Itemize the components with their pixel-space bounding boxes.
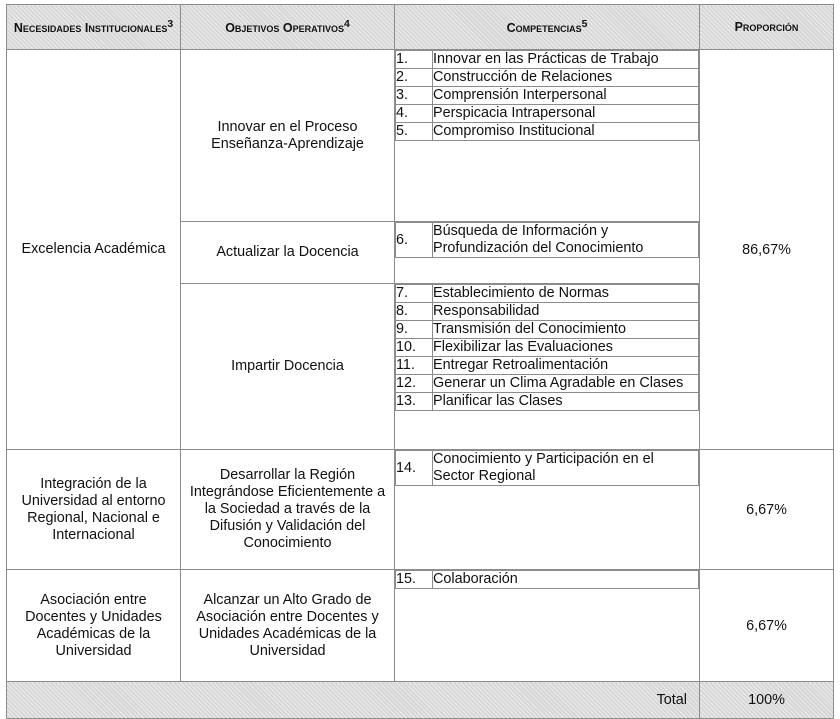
competencia-item (396, 105, 699, 123)
competencias-cell (395, 570, 700, 682)
competencia-number: 2. (396, 69, 433, 87)
competencia-text: Conocimiento y Participación en el Sector Regional (433, 451, 699, 486)
competencia-text: Comprensión Interpersonal (433, 87, 699, 105)
competencia-text: Innovar en las Prácticas de Trabajo (433, 51, 699, 69)
objetivo-cell: Innovar en el Proceso Enseñanza-Aprendizaje (181, 50, 395, 222)
competencia-text: Responsabilidad (433, 303, 699, 321)
proporcion-cell: 6,67% (700, 570, 834, 682)
necesidad-cell: Asociación entre Docentes y Unidades Académicas de la Universidad (7, 570, 181, 682)
competencia-number: 14. (396, 451, 433, 486)
competencia-text: Planificar las Clases (433, 393, 699, 411)
competencias-cell (395, 50, 700, 222)
competencia-number: 1. (396, 51, 433, 69)
competencia-text: Establecimiento de Normas (433, 285, 699, 303)
competencia-item (396, 571, 699, 589)
header-necesidades: Necesidades Institucionales$^3$ (7, 5, 181, 50)
competencia-item (396, 223, 699, 258)
competencia-text: Perspicacia Intrapersonal (433, 105, 699, 123)
competencia-number: 9. (396, 321, 433, 339)
competencia-item (396, 123, 699, 141)
total-row (7, 682, 834, 719)
competencia-number: 12. (396, 375, 433, 393)
table-row (7, 570, 834, 682)
competencia-number: 15. (396, 571, 433, 589)
competencia-number: 11. (396, 357, 433, 375)
competencia-number: 8. (396, 303, 433, 321)
competencia-item (396, 87, 699, 105)
competencia-number: 5. (396, 123, 433, 141)
competencias-cell (395, 284, 700, 450)
competencia-number: 7. (396, 285, 433, 303)
competencia-item (396, 451, 699, 486)
competencia-item (396, 285, 699, 303)
necesidad-cell: Excelencia Académica (7, 50, 181, 450)
total-value: 100% (700, 682, 834, 719)
competencias-cell (395, 222, 700, 284)
competencia-text: Compromiso Institucional (433, 123, 699, 141)
header-proporcion: Proporción (700, 5, 834, 50)
proporcion-cell: 6,67% (700, 450, 834, 570)
objetivo-cell: Actualizar la Docencia (181, 222, 395, 284)
competencia-number: 10. (396, 339, 433, 357)
objetivo-cell: Impartir Docencia (181, 284, 395, 450)
header-competencias: Competencias$^5$ (395, 5, 700, 50)
competencia-item (396, 393, 699, 411)
competencia-item (396, 51, 699, 69)
competencia-item (396, 357, 699, 375)
competencia-item (396, 303, 699, 321)
competencia-item (396, 69, 699, 87)
table-row (7, 50, 834, 222)
competencia-text: Entregar Retroalimentación (433, 357, 699, 375)
table-row (7, 450, 834, 570)
competencia-number: 4. (396, 105, 433, 123)
objetivo-cell: Desarrollar la Región Integrándose Eficientemente a la Sociedad a través de la Difusión y Validación del Conocimiento (181, 450, 395, 570)
objetivo-cell: Alcanzar un Alto Grado de Asociación entre Docentes y Unidades Académicas de la Universidad (181, 570, 395, 682)
competencia-number: 3. (396, 87, 433, 105)
competencia-text: Transmisión del Conocimiento (433, 321, 699, 339)
proporcion-cell: 86,67% (700, 50, 834, 450)
competencia-text: Generar un Clima Agradable en Clases (433, 375, 699, 393)
competencia-text: Construcción de Relaciones (433, 69, 699, 87)
competencia-number: 6. (396, 223, 433, 258)
competencia-item (396, 375, 699, 393)
competencias-cell (395, 450, 700, 570)
necesidad-cell: Integración de la Universidad al entorno Regional, Nacional e Internacional (7, 450, 181, 570)
competencies-table (6, 4, 834, 719)
competencia-text: Colaboración (433, 571, 699, 589)
competencia-number: 13. (396, 393, 433, 411)
competencia-text: Flexibilizar las Evaluaciones (433, 339, 699, 357)
header-objetivos: Objetivos Operativos$^4$ (181, 5, 395, 50)
competencia-item (396, 339, 699, 357)
total-label: Total (7, 682, 700, 719)
header-row (7, 5, 834, 50)
competencia-text: Búsqueda de Información y Profundización del Conocimiento (433, 223, 699, 258)
competencia-item (396, 321, 699, 339)
